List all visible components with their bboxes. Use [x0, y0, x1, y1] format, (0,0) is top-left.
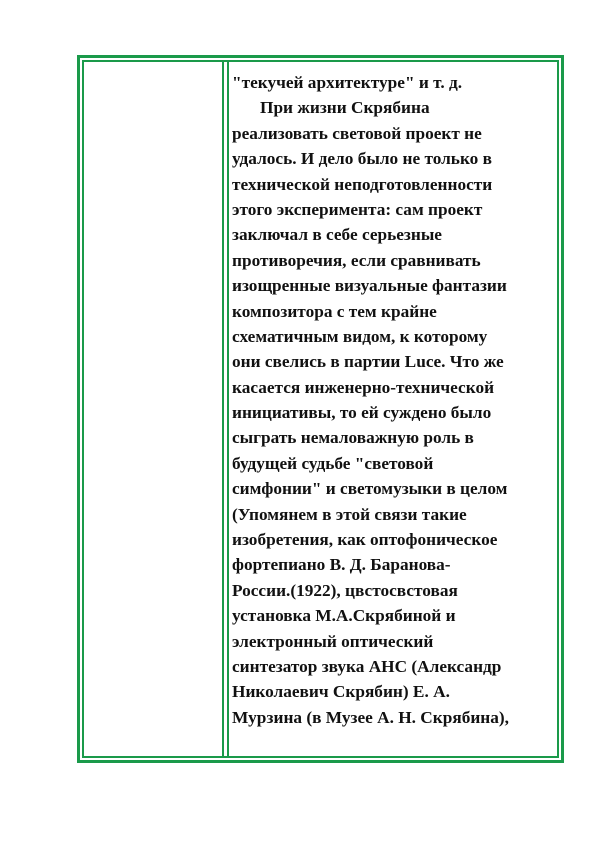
text-line-26: Мурзина (в Музее А. Н. Скрябина),	[232, 707, 509, 727]
text-line-15: сыграть немаловажную роль в	[232, 428, 474, 448]
column-divider	[222, 60, 229, 758]
text-line-4: удалось. И дело было не только в	[232, 149, 492, 169]
text-line-9: изощренные визуальные фантазии	[232, 276, 507, 296]
text-line-3: реализовать световой проект не	[232, 123, 482, 143]
text-line-7: заключал в себе серьезные	[232, 225, 442, 245]
text-line-1: "текучей архитектуре" и т. д.	[232, 73, 463, 92]
body-text-cell	[232, 70, 558, 760]
text-line-17: симфонии" и светомузыки в целом	[232, 479, 508, 499]
text-line-24: синтезатор звука АНС (Александр	[232, 656, 502, 676]
text-line-6: этого эксперимента: сам проект	[232, 199, 483, 219]
text-line-23: электронный оптический	[232, 631, 434, 651]
text-line-10: композитора с тем крайне	[232, 301, 437, 321]
text-line-5: технической неподготовленности	[232, 174, 493, 194]
text-line-22: установка М.А.Скрябиной и	[232, 606, 456, 626]
text-line-25: Николаевич Скрябин) Е. А.	[232, 682, 450, 702]
text-line-8: противоречия, если сравнивать	[232, 250, 481, 270]
text-line-12: они свелись в партии Luce. Что же	[232, 352, 504, 372]
text-line-18: (Упомянем в этой связи такие	[232, 504, 467, 524]
text-line-21: России.(1922), цвстосвстовая	[232, 580, 458, 600]
text-line-13: касается инженерно-технической	[232, 377, 495, 397]
text-line-2: При жизни Скрябина	[260, 98, 430, 118]
left-margin-cell	[84, 62, 222, 756]
text-line-16: будущей судьбе "световой	[232, 453, 434, 473]
text-line-20: фортепиано В. Д. Баранова-	[232, 555, 451, 575]
text-line-14: инициативы, то ей суждено было	[232, 403, 492, 423]
text-line-19: изобретения, как оптофоническое	[232, 530, 498, 550]
text-line-11: схематичным видом, к которому	[232, 326, 488, 346]
